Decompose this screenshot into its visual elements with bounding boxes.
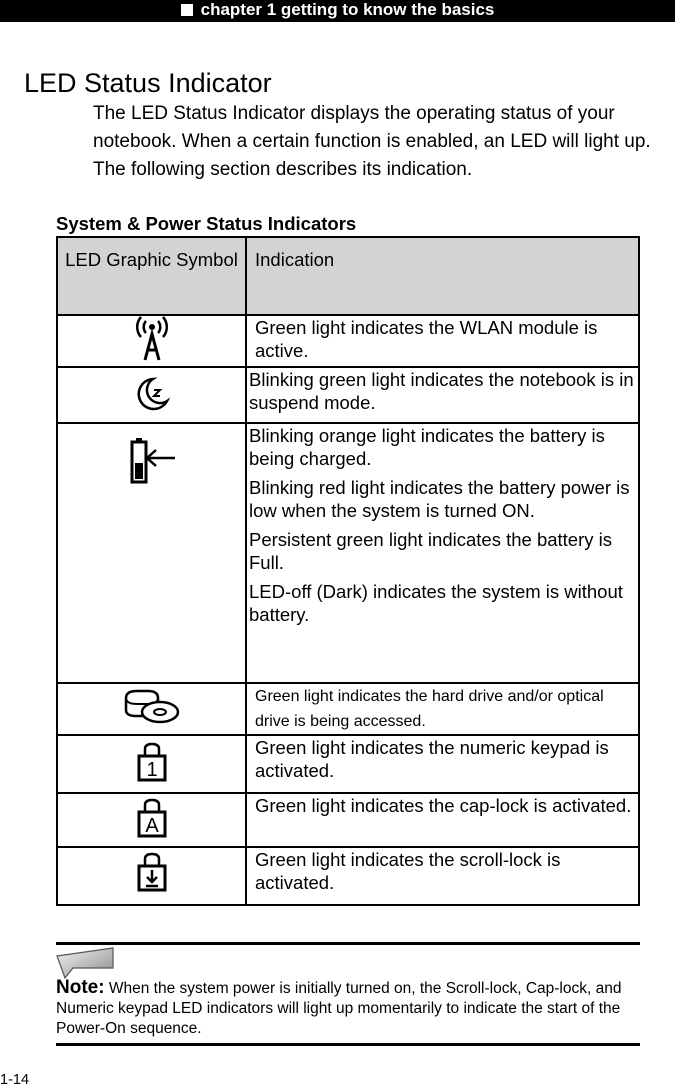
led-symbol-cell [57, 735, 246, 793]
page-number: 1-14 [0, 1072, 30, 1088]
drive-access-icon [122, 688, 182, 726]
note-text [56, 978, 640, 1039]
note-body: When the system power is initially turned on, the Scroll-lock, Cap-lock, and Numeric keypad LED indicators will light up momentarily to indicate the start of the Power-On sequence. [56, 980, 622, 1037]
svg-text:1: 1 [145, 759, 158, 781]
table-row [57, 793, 639, 847]
chapter-title: chapter 1 getting to know the basics [200, 0, 495, 19]
caps-lock-icon [137, 798, 167, 838]
header-led-symbol: LED Graphic Symbol [57, 237, 246, 315]
indication-cell: Blinking green light indicates the notebook is in suspend mode. [246, 367, 639, 423]
chapter-header [0, 0, 675, 22]
led-symbol-cell [57, 847, 246, 905]
indication-cell: Blinking orange light indicates the battery is being charged. Blinking red light indicates the battery power is low when the system is turned ON. Persistent green light indicates the battery is Full. LED-off (Dark) indicates the system is without battery. [246, 423, 639, 683]
moon-suspend-icon [132, 376, 172, 414]
svg-text:A: A [144, 815, 159, 837]
wlan-antenna-icon [130, 316, 174, 362]
note-bottom-rule [56, 1043, 640, 1046]
table-row [57, 683, 639, 735]
led-symbol-cell [57, 423, 246, 683]
table-header-row [57, 237, 639, 315]
battery-charging-icon [127, 438, 177, 484]
table-title: System & Power Status Indicators [56, 213, 357, 234]
table-row [57, 847, 639, 905]
indication-cell: Green light indicates the WLAN module is active. [246, 315, 639, 367]
table-row [57, 423, 639, 683]
header-indication: Indication [246, 237, 639, 315]
led-symbol-cell [57, 793, 246, 847]
note-top-rule [56, 942, 640, 945]
intro-paragraph: The LED Status Indicator displays the operating status of your notebook. When a certain function is enabled, an LED will light up. The following section describes its indication. [93, 103, 651, 180]
table-row [57, 315, 639, 367]
led-symbol-cell [57, 367, 246, 423]
led-symbol-cell [57, 315, 246, 367]
note-label: Note: [56, 977, 105, 998]
scroll-lock-icon [137, 852, 167, 892]
num-lock-icon [137, 742, 167, 782]
indication-cell: Green light indicates the hard drive and/or optical drive is being accessed. [246, 683, 639, 735]
indication-cell: Green light indicates the cap-lock is activated. [246, 793, 639, 847]
led-symbol-cell [57, 683, 246, 735]
indication-cell: Green light indicates the numeric keypad is activated. [246, 735, 639, 793]
table-row [57, 735, 639, 793]
note-pencil-icon [55, 946, 117, 980]
indication-cell: Green light indicates the scroll-lock is activated. [246, 847, 639, 905]
bullet-square-icon [181, 4, 193, 16]
section-title: LED Status Indicator [24, 68, 272, 98]
table-row [57, 367, 639, 423]
led-status-table [56, 236, 640, 906]
